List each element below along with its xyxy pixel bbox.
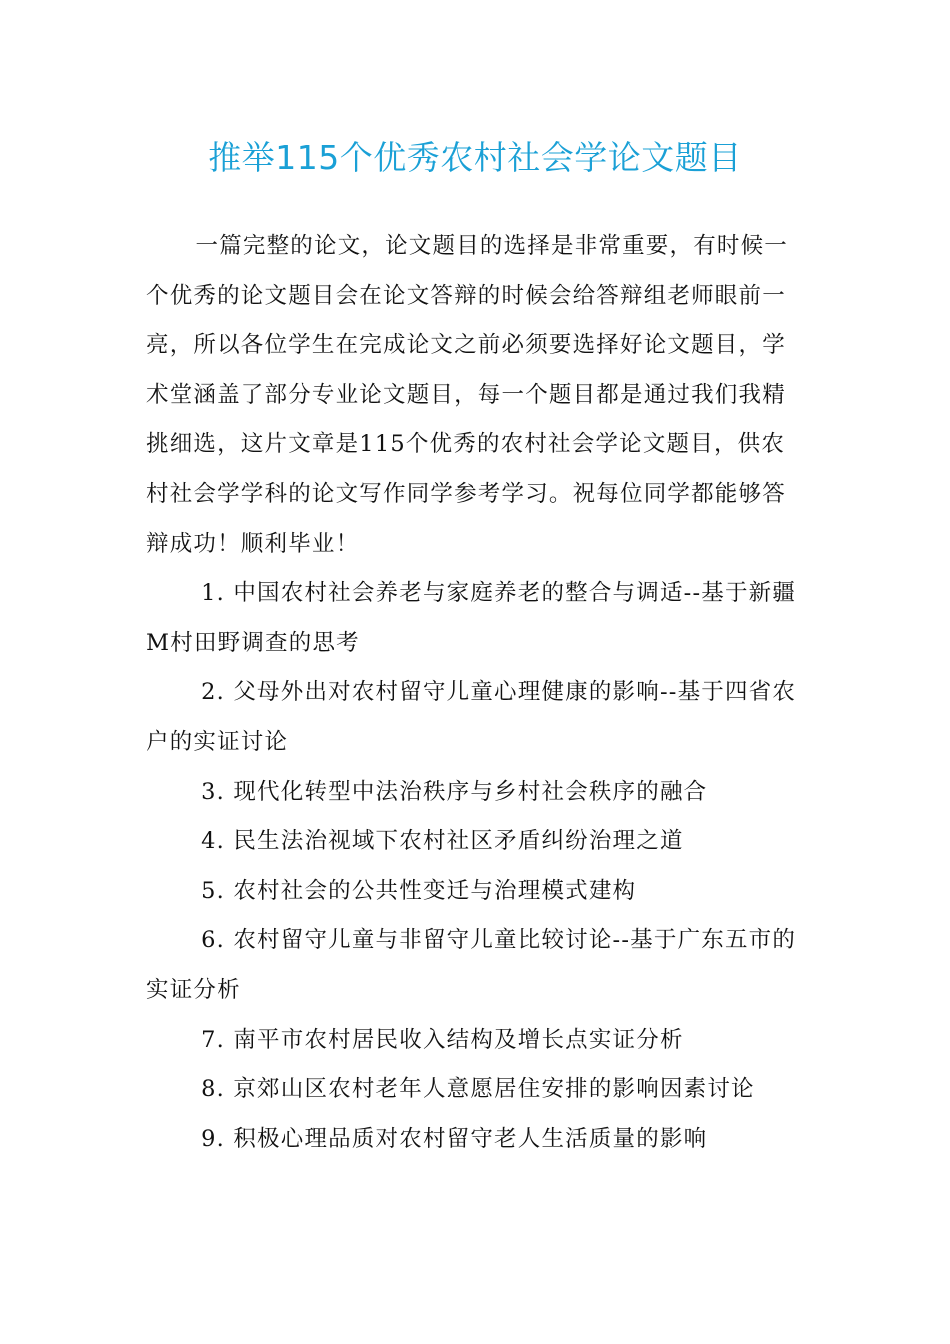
- item-number: 8.: [201, 1076, 225, 1103]
- intro-paragraph: 一篇完整的论文，论文题目的选择是非常重要，有时候一个优秀的论文题目会在论文答辩的时候会给答辩组老师眼前一亮，所以各位学生在完成论文之前必须要选择好论文题目，学术堂涵盖了部分专业论文题目，每一个题目都是通过我们我精挑细选，这片文章是115个优秀的农村社会学论文题目，供农村社会学学科的论文写作同学参考学习。祝每位同学都能够答辩成功！顺利毕业！: [146, 233, 789, 557]
- list-item: [146, 668, 806, 767]
- list-item: [146, 817, 806, 867]
- item-text: 积极心理品质对农村留守老人生活质量的影响: [233, 1125, 708, 1152]
- item-text: 民生法治视域下农村社区矛盾纠纷治理之道: [233, 828, 684, 855]
- document-body: [146, 222, 806, 1164]
- item-text: 父母外出对农村留守儿童心理健康的影响--基于四省农户的实证讨论: [146, 679, 797, 755]
- item-text: 农村社会的公共性变迁与治理模式建构: [233, 877, 637, 904]
- item-number: 5.: [201, 877, 225, 904]
- document-title: 推举115个优秀农村社会学论文题目: [208, 138, 742, 177]
- list-item: [146, 569, 806, 668]
- item-text: 南平市农村居民收入结构及增长点实证分析: [233, 1026, 684, 1053]
- item-number: 2.: [201, 679, 225, 706]
- list-item: [146, 768, 806, 818]
- list-item: [146, 1115, 806, 1165]
- item-number: 1.: [201, 580, 225, 607]
- list-item: [146, 867, 806, 917]
- list-item: [146, 1065, 806, 1115]
- item-number: 7.: [201, 1026, 225, 1053]
- list-item: [146, 916, 806, 1015]
- item-text: 农村留守儿童与非留守儿童比较讨论--基于广东五市的实证分析: [146, 927, 797, 1003]
- list-item: [146, 1016, 806, 1066]
- item-number: 3.: [201, 778, 225, 805]
- item-number: 4.: [201, 828, 225, 855]
- item-number: 6.: [201, 927, 225, 954]
- item-text: 京郊山区农村老年人意愿居住安排的影响因素讨论: [233, 1076, 755, 1103]
- item-text: 中国农村社会养老与家庭养老的整合与调适--基于新疆M村田野调查的思考: [146, 580, 797, 656]
- item-number: 9.: [201, 1125, 225, 1152]
- item-text: 现代化转型中法治秩序与乡村社会秩序的融合: [233, 778, 708, 805]
